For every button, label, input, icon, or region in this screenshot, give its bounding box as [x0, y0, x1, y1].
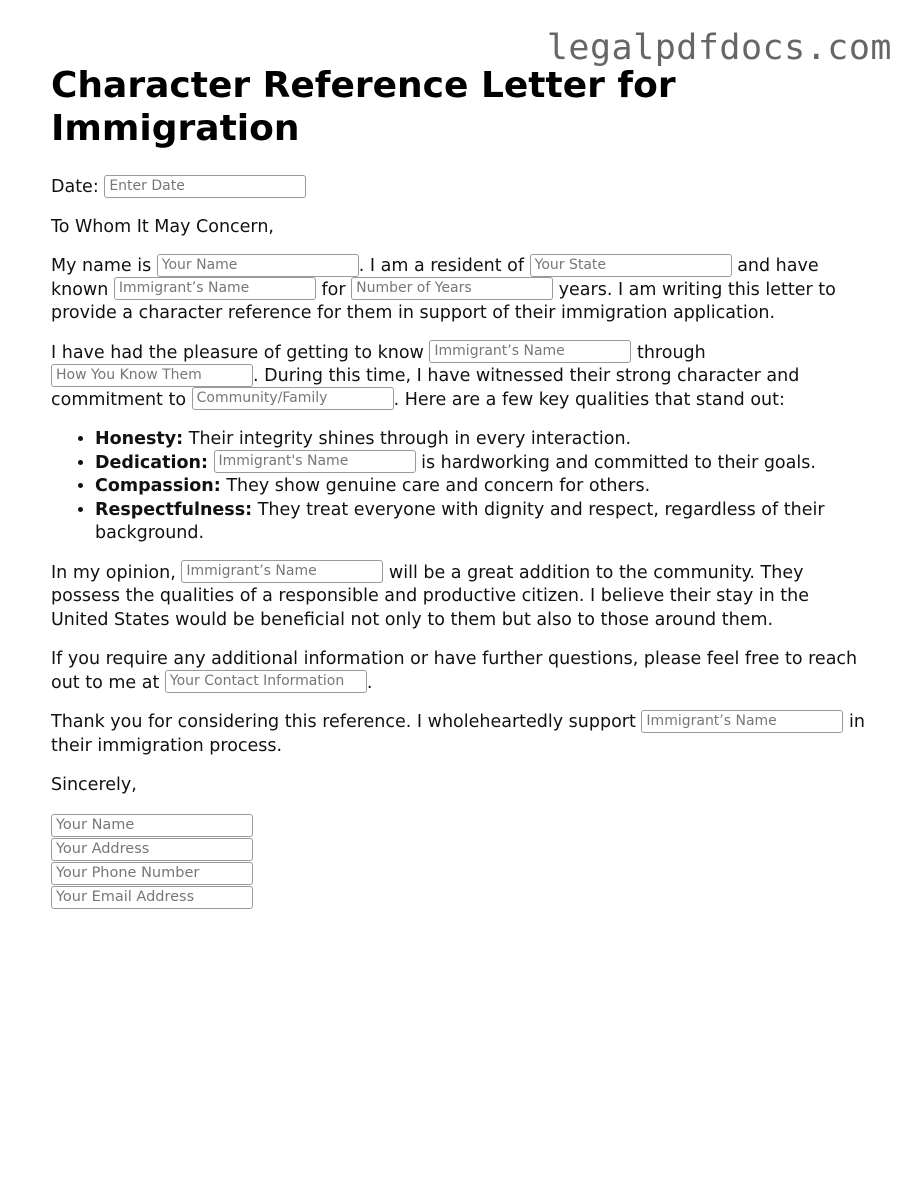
- text: My name is: [51, 256, 157, 276]
- paragraph-opinion: [51, 562, 866, 633]
- signature-name-input[interactable]: Your Name: [51, 814, 253, 837]
- how-you-know-them-input[interactable]: How You Know Them: [51, 364, 253, 387]
- text: years. I am writing this letter to provide a character reference for them in support of their immigration application.: [51, 279, 836, 323]
- page-title: Character Reference Letter for Immigration: [51, 65, 676, 149]
- immigrant-name-input[interactable]: Immigrant’s Name: [181, 560, 383, 583]
- closing: Sincerely,: [51, 775, 137, 795]
- text: . During this time, I have witnessed their strong character and commitment to: [51, 366, 800, 410]
- text: will be a great addition to the community. They possess the qualities of a responsible and productive citizen. I believe their stay in the United States would be beneficial not only to them but also to those around them.: [51, 562, 810, 630]
- quality-label: Dedication:: [95, 452, 208, 473]
- text: In my opinion,: [51, 562, 182, 583]
- quality-label: Honesty:: [95, 429, 184, 449]
- text: If you require any additional information or have further questions, please feel free to reach out to me at: [51, 649, 858, 693]
- qualities-list: [51, 428, 866, 546]
- text: for: [315, 279, 352, 300]
- text: I have had the pleasure of getting to know: [51, 342, 430, 363]
- date-row: [51, 176, 866, 200]
- signature-address-input[interactable]: Your Address: [51, 838, 253, 861]
- signature-phone-input[interactable]: Your Phone Number: [51, 862, 253, 885]
- your-state-input[interactable]: Your State: [530, 254, 732, 277]
- text: Thank you for considering this reference. I wholeheartedly support: [51, 712, 642, 732]
- watermark-logo: legalpdfdocs.com: [546, 28, 892, 68]
- text: in their immigration process.: [51, 712, 865, 756]
- quality-text: They treat everyone with dignity and respect, regardless of their background.: [95, 499, 825, 543]
- immigrant-name-input[interactable]: Immigrant’s Name: [114, 277, 316, 300]
- number-of-years-input[interactable]: Number of Years: [351, 277, 553, 300]
- paragraph-relationship: [51, 342, 866, 413]
- text: . Here are a few key qualities that stand out:: [393, 389, 785, 410]
- list-item: [95, 475, 866, 499]
- your-name-input[interactable]: Your Name: [157, 254, 359, 277]
- immigrant-name-input[interactable]: Immigrant's Name: [214, 450, 416, 473]
- quality-label: Respectfulness:: [95, 499, 253, 520]
- quality-label: Compassion:: [95, 476, 221, 496]
- list-item: [95, 452, 866, 476]
- paragraph-thanks: [51, 711, 866, 758]
- paragraph-contact: [51, 648, 866, 695]
- text: . I am a resident of: [358, 256, 530, 276]
- text: and have known: [51, 256, 819, 300]
- date-input[interactable]: Enter Date: [104, 175, 306, 198]
- text: through: [631, 342, 706, 363]
- signature-block: [51, 814, 866, 909]
- list-item: [95, 428, 866, 452]
- immigrant-name-input[interactable]: Immigrant’s Name: [429, 340, 631, 363]
- text: .: [366, 672, 373, 693]
- signature-email-input[interactable]: Your Email Address: [51, 886, 253, 909]
- contact-information-input[interactable]: Your Contact Information: [165, 670, 367, 693]
- paragraph-introduction: [51, 255, 866, 326]
- immigrant-name-input[interactable]: Immigrant’s Name: [641, 710, 843, 733]
- list-item: [95, 499, 866, 546]
- salutation: To Whom It May Concern,: [51, 216, 274, 237]
- community-family-input[interactable]: Community/Family: [192, 387, 394, 410]
- quality-text: Their integrity shines through in every interaction.: [183, 429, 632, 449]
- quality-text: They show genuine care and concern for others.: [220, 476, 651, 496]
- quality-text: is hardworking and committed to their goals.: [415, 452, 816, 473]
- date-label: Date:: [51, 177, 99, 197]
- letter-document: [51, 64, 866, 910]
